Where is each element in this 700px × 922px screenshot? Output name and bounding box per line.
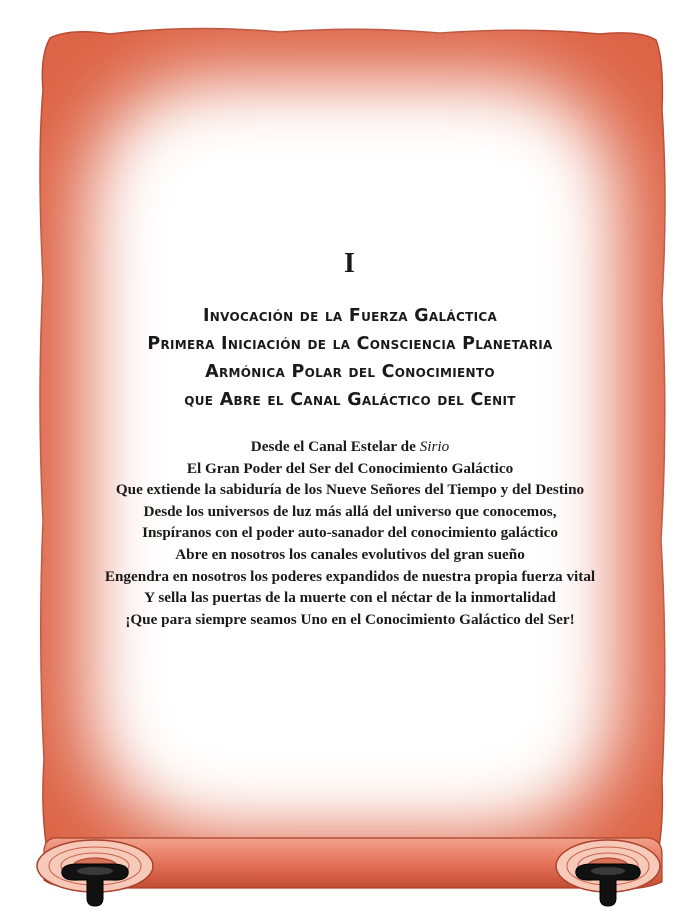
verse-line: Abre en nosotros los canales evolutivos del gran sueño	[175, 545, 525, 563]
verse-first-line-prefix: Desde el Canal Estelar de	[250, 438, 416, 455]
verse-line: Que extiende la sabiduría de los Nueve Señores del Tiempo y del Destino	[115, 481, 585, 499]
heading-line: Invocación de la Fuerza Galáctica	[202, 306, 498, 326]
heading-line: Primera Iniciación de la Consciencia Planetaria	[147, 334, 553, 354]
invocation-heading	[40, 302, 660, 414]
verse-line: ¡Que para siempre seamos Uno en el Conocimiento Galáctico del Ser!	[125, 610, 575, 628]
verse-line	[20, 436, 680, 458]
heading-line: que Abre el Canal Galáctico del Cenit	[184, 390, 516, 410]
verse-line: El Gran Poder del Ser del Conocimiento Galáctico	[186, 459, 514, 477]
heading-line: Armónica Polar del Conocimiento	[205, 362, 495, 382]
verse-star-name: Sirio	[419, 438, 450, 455]
verse-line: Y sella las puertas de la muerte con el néctar de la inmortalidad	[144, 589, 556, 607]
verse-line: Inspíranos con el poder auto-sanador del conocimiento galáctico	[142, 524, 558, 542]
verse-line: Engendra en nosotros los poderes expandidos de nuestra propia fuerza vital	[104, 567, 596, 585]
verse-line: Desde los universos de luz más allá del universo que conocemos,	[143, 502, 557, 520]
invocation-verse	[20, 436, 680, 630]
scroll-bottom-roll	[37, 838, 662, 906]
chapter-numeral: I	[344, 248, 356, 279]
